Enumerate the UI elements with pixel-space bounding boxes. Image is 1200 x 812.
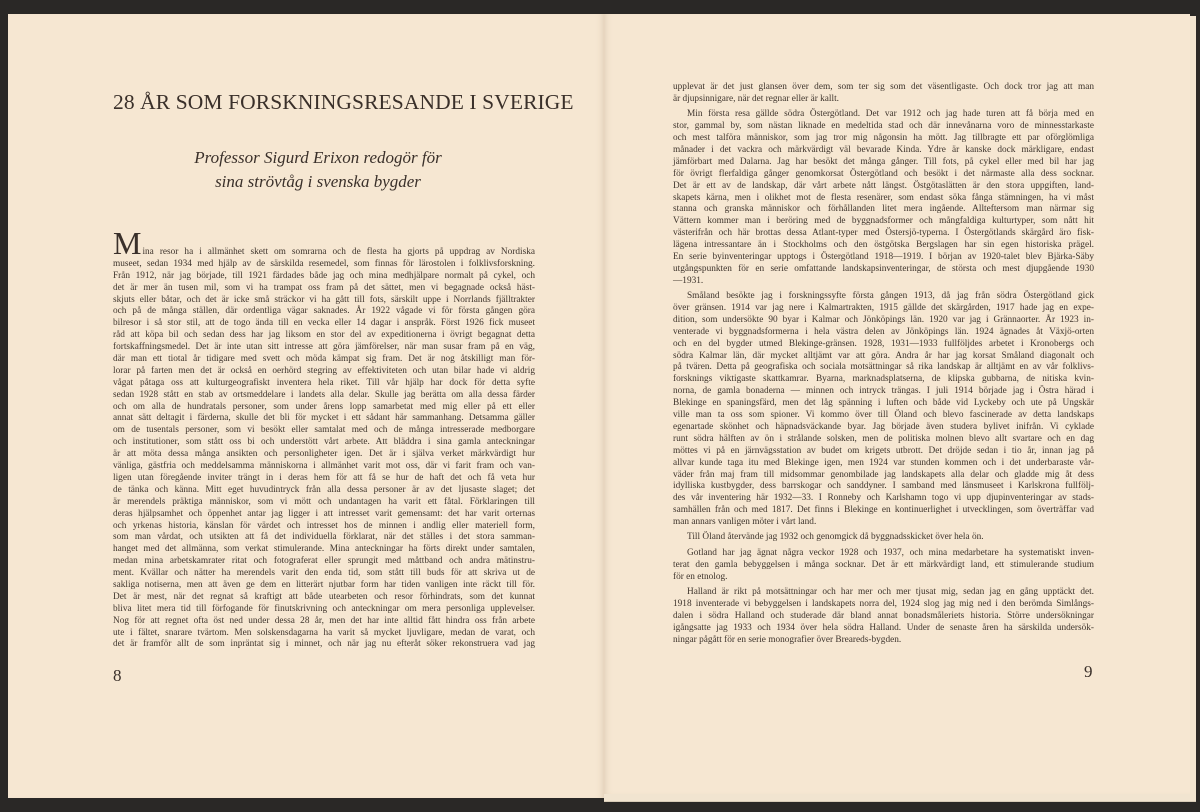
text-line-content: sedan 1928 stått en stab av ortsmeddelare i landets alla delar. Skulle jag berätta om alla dessa färder — [113, 389, 535, 400]
text-line-content: är att möta dessa många ansikten och personligheter igen. Det är i själva verket märkvärdigt hur — [113, 449, 535, 460]
text-line-content: ligen utan föregående inviter trängt in i deras hem för att få se hur de haft det och få veta hur — [113, 472, 535, 483]
text-line-content: deras hjälpsamhet och öppenhet antar jag ligger i att intresset varit gemensamt: det har varit orternas — [113, 508, 535, 519]
text-line — [113, 639, 535, 651]
text-line-content: museet, sedan 1934 med hjälp av de särskilda resemedel, som finnas för lärostolen i folklivsforskning. — [113, 258, 535, 269]
page-number-right: 9 — [1084, 662, 1093, 681]
text-line — [673, 109, 1094, 121]
text-line-content: idylliska kustbygder, dess barrskogar och sanddyner. I samband med länsmuseet i Karlskrona fullfölj- — [673, 481, 1094, 492]
text-line-content: ningar pågått för en serie monografier över Breareds-bygden. — [673, 634, 902, 645]
text-line-content: Nog för att regnet ofta öst ned under dessa 28 år, men det har inte alltid fått hindra oss från arbete — [113, 615, 535, 626]
text-line — [673, 252, 1094, 264]
text-line-content: Småland besökte jag i forskningssyfte första gången 1913, då jag från södra Östergötland gick — [687, 291, 1094, 302]
text-line-content: venterade vi byggnadsformerna i hela västra delen av Jönköpings län. 1924 ägnades åt Växjö-orten — [673, 326, 1094, 337]
text-line — [673, 481, 1094, 493]
text-line — [113, 497, 535, 509]
paragraph — [673, 82, 1094, 106]
text-line — [673, 133, 1094, 145]
text-line — [113, 283, 535, 295]
text-line — [113, 473, 535, 485]
text-line-content: En serie byinventeringar upptogs i Östergötland 1918—1919. I början av 1920-talet blev Bjärka-Säby — [673, 251, 1094, 262]
text-line — [113, 580, 535, 592]
text-line — [113, 378, 535, 390]
paragraph — [673, 532, 1094, 544]
text-line — [113, 532, 535, 544]
text-line — [673, 572, 1094, 584]
text-line — [113, 616, 535, 628]
text-line — [673, 169, 1094, 181]
text-line-content: stanna och granska människor och förhållanden litet mera ingående. Allteftersom man närmar sig — [673, 204, 1094, 215]
text-line — [673, 560, 1094, 572]
article-subtitle-line-1: Professor Sigurd Erixon redogör för — [194, 148, 442, 167]
text-line-content: ville man ta oss som spioner. Vi kommo över till Öland och blevo fascinerade av detta landskaps — [673, 410, 1094, 421]
text-line — [113, 592, 535, 604]
text-line — [673, 422, 1094, 434]
text-line-content: Gotland har jag ägnat några veckor 1928 och 1937, och mina medarbetare ha systematiskt inven- — [687, 547, 1094, 558]
text-line-content: upplevat är det just glansen över dem, som ter sig som det väsentligaste. Och dock tror jag att man — [673, 82, 1094, 92]
text-line-content: är merendels präktiga människor, som vi mött och undantagen ha varit ett fåtal. Förklaringen till — [113, 496, 535, 507]
text-line — [113, 556, 535, 568]
text-line — [673, 276, 1094, 288]
text-line-content: det är mer än tusen mil, som vi ha trampat oss fram på det sättet, men vi begagnade också häst- — [113, 282, 535, 293]
text-line — [113, 342, 535, 354]
text-line — [673, 216, 1094, 228]
text-line-content: Min första resa gällde södra Östergötland. Det var 1912 och jag hade turen att få börja med en — [687, 109, 1094, 120]
text-line — [673, 204, 1094, 216]
text-line — [113, 628, 535, 640]
text-line-content: Det är ett av de landskap, där vårt arbete nått längst. Östgötaslätten är den stora uppgiften, land- — [673, 180, 1094, 191]
text-line-content: Till Öland återvände jag 1932 och genomgick då byggnadsskicket över hela ön. — [687, 532, 984, 543]
drop-cap: M — [113, 225, 142, 261]
text-line-content: råd att köpa bil och sedan dess har jag liksom en stor del av expeditionerna i övrigt begagnat detta — [113, 330, 535, 341]
text-line — [113, 390, 535, 402]
text-line — [673, 193, 1094, 205]
text-line-content: ment. Kvällar och nätter ha merendels varit den enda tid, som stått till buds för att skriva ut de — [113, 568, 535, 579]
text-line-content: jämförbart med Dalarna. Jag har besökt det många gånger. Till fots, på cykel eller med bil har jag — [673, 156, 1094, 167]
text-line-content: allvar kunde taga itu med Blekinge igen, men 1924 var stunden kommen och i det underbaraste vår- — [673, 457, 1094, 468]
text-line — [673, 121, 1094, 133]
text-line-content: för en etnolog. — [673, 571, 728, 582]
text-line — [673, 157, 1094, 169]
text-line-content: ute i fältet, snarare tvärtom. Men solskensdagarna ha varit så mycket ljuvligare, medan de varat, och — [113, 627, 535, 638]
page-number-left: 8 — [113, 666, 122, 685]
text-line — [673, 339, 1094, 351]
text-line-content: hanget med det allmänna, som verkat stimulerande. Mina anteckningar ha förts direkt under samtalen, — [113, 544, 535, 555]
text-line-content: fortskaffningsmedel. Det är inte utan sitt intresse att göra jämförelser, när man susar fram på en väg, — [113, 342, 535, 353]
text-line — [673, 623, 1094, 635]
text-line — [673, 599, 1094, 611]
text-line — [673, 505, 1094, 517]
text-line-content: bliva litet mera tid till förfogande för finutskrivning och anteckningar om mera personliga upplevelser. — [113, 603, 535, 614]
paragraph — [673, 291, 1094, 529]
text-line — [673, 291, 1094, 303]
text-line — [113, 402, 535, 414]
text-line-content: ina resor ha i allmänhet skett om somrarna och de flesta ha gjorts på uppdrag av Nordiska — [142, 247, 535, 257]
text-line — [113, 295, 535, 307]
text-line-content: norna, de gamla bonaderna — minnen och intryck trängas. I juli 1914 började jag i Östra härad i — [673, 386, 1094, 397]
text-line — [673, 82, 1094, 94]
text-line-content: —1931. — [673, 275, 704, 286]
text-line-content: månader i det vackra och märkvärdigt väl bevarade Kinda. Ydre är kanske dock märkligare, endast — [673, 144, 1094, 155]
text-line-content: vänliga, gästfria och meddelsamma människorna i allmänhet varit mot oss, där vi farit fram och van- — [113, 461, 535, 472]
text-line-content: och på de många ställen, där ordentliga vägar saknades. År 1922 vågade vi för första gången göra — [113, 306, 535, 317]
text-line-content: vågat påtaga oss att kulturgeografiskt inventera hela riket. Till vår hjälp har dock för detta syfte — [113, 377, 535, 388]
text-line — [113, 521, 535, 533]
text-line-content: runt södra hälften av ön i strålande solsken, men de politiska molnen blevo allt svartare och en dag — [673, 433, 1094, 444]
text-line — [673, 351, 1094, 363]
right-body-text — [673, 82, 1094, 650]
text-line — [113, 485, 535, 497]
text-line-content: medan mina arbetskamrater ritat och fotograferat eller sprungit med måttband och andra mätinstru- — [113, 556, 535, 567]
text-line — [673, 611, 1094, 623]
left-body-text — [113, 225, 535, 651]
text-line-content: terat den gamla bebyggelsen i många socknar. Det är ett märkvärdigt land, ett stimulerande studium — [673, 559, 1094, 570]
text-line-content: och yrkenas historia, känslan för värdet och intresset hos de minnen i andlig eller materiell form, — [113, 520, 535, 531]
text-line — [673, 398, 1094, 410]
text-line — [673, 264, 1094, 276]
text-line-content: möttes vi på en järnvägsstation av budet om krigets utbrott. Det dröjde sedan i tio år, innan jag på — [673, 445, 1094, 456]
text-line-content: igångsatte jag 1933 och 1934 över hela södra Halland. Under de senaste åren ha särskilda undersök- — [673, 622, 1094, 633]
text-line-content: utgångspunkten för en serie omfattande landskapsinventeringar, de största och mest djupgående 1930 — [673, 263, 1094, 274]
text-line-content: där man ett tiotal år tidigare med svett och möda kämpat sig fram. Det är nog åtskilligt man för- — [113, 354, 535, 365]
text-line-content: des vår inventering här 1932—33. I Ronneby och Karlshamn togo vi upp djupinventeringar av stads- — [673, 493, 1094, 504]
text-line-content: Det är mest, när det regnat så kraftigt att både utearbeten och resor förhindrats, som det kunnat — [113, 591, 535, 602]
text-line — [113, 318, 535, 330]
text-line — [113, 568, 535, 580]
paragraph — [673, 548, 1094, 584]
paragraph — [113, 225, 535, 651]
text-line — [113, 225, 535, 261]
text-line-content: bilresor i så stor stil, att de togo ända till en vecka eller 14 dagar i anspråk. Först 1926 fick museet — [113, 318, 535, 329]
text-line-content: lorar på farten men det är också en oerhörd stegring av effektiviteten och utan bilar hade vi aldrig — [113, 365, 535, 376]
text-line — [113, 271, 535, 283]
text-line-content: det är framför allt de som inpräntat sig i minnet, och när jag nu efteråt söker rekonstruera vad jag — [113, 639, 535, 650]
text-line-content: Halland är rikt på motsättningar och har mer och mer tjusat mig, sedan jag en gång upptäckt det. — [687, 587, 1094, 598]
text-line-content: 1918 inventerade vi bebyggelsen i landskapets norra del, 1924 slog jag mig ned i den berömda Simlångs- — [673, 598, 1094, 609]
text-line-content: skjuts eller båtar, och det är icke små sträckor vi ha gått till fots, särskilt uppe i Norrlands fjälltrakter — [113, 294, 535, 305]
text-line — [673, 240, 1094, 252]
text-line — [113, 306, 535, 318]
text-line — [673, 587, 1094, 599]
text-line-content: på tvären. Detta på geografiska och sociala motsättningar så rika landskap är alltjämt en av vår folklivs- — [673, 362, 1094, 373]
text-line — [673, 410, 1094, 422]
text-line — [673, 303, 1094, 315]
text-line-content: väder från maj fram till midsommar genombilade jag landskapets alla delar och gladde mig åt dess — [673, 469, 1094, 480]
text-line — [673, 94, 1094, 106]
text-line — [673, 228, 1094, 240]
text-line-content: Blekinge en spaningsfärd, men det låg spänning i luften och både vid Lyckeby och ute på Ungskär — [673, 398, 1094, 409]
text-line — [673, 434, 1094, 446]
text-line-content: Vättern kommer man i beröring med de byggnadsformer och mångfaldiga kulturtyper, som nått hit — [673, 216, 1094, 227]
text-line — [673, 635, 1094, 647]
text-line — [113, 366, 535, 378]
text-line-content: stor, gammal by, som nästan liknade en medeltida stad och där innevånarna voro de minnesstarkaste — [673, 121, 1094, 132]
text-line-content: sakliga notiserna, men att även ge dem en litterärt njutbar form har tiden vanligen inte räckt till för. — [113, 579, 535, 590]
right-page — [604, 14, 1190, 794]
text-line-content: västerifrån och här brottas dessa Atlant-typer med Östersjö-typerna. I Östergötlands skärgård äro fisk- — [673, 228, 1094, 239]
text-line — [113, 413, 535, 425]
text-line — [113, 461, 535, 473]
text-line — [113, 425, 535, 437]
text-line — [673, 181, 1094, 193]
text-line-content: som man vårdat, och utsikten att få det individuella förklarat, när det ställes i det stora samman- — [113, 532, 535, 543]
text-line-content: för övrigt flerfaldiga gånger genomkorsat Östergötland och besökt i det närmaste alla dess socknar. — [673, 168, 1094, 179]
text-line-content: över gränsen. 1914 var jag nere i Kalmartrakten, 1915 gällde det skärgården, 1917 hade jag en expe- — [673, 303, 1094, 314]
text-line-content: lägena intressantare än i Stockholms och den östgötska Bergslagen har sin egen historiska prägel. — [673, 240, 1094, 251]
text-line-content: dition, som undersökte 90 byar i Kalmar och Jönköpings län. 1920 var jag i Grännaorter. År 1923 in- — [673, 314, 1094, 325]
text-line-content: och en del bygder utmed Blekinge-gränsen. 1928, 1931—1933 fullföljdes arbetet i Kronobergs och — [673, 338, 1094, 349]
text-line-content: Från 1912, när jag började, till 1921 färdades både jag och mina medhjälpare normalt på cykel, och — [113, 270, 535, 281]
paragraph — [673, 109, 1094, 287]
text-line — [113, 509, 535, 521]
text-line — [673, 446, 1094, 458]
text-line — [113, 259, 535, 271]
text-line-content: samhällen från och med 1817. Det finns i Blekinge en kontinuerlighet i utvecklingen, som överträffar vad — [673, 505, 1094, 516]
text-line-content: forsknings viktigaste skattkamrar. Byarna, marknadsplatserna, de klipska gubbarna, de nitiska kvin- — [673, 374, 1094, 385]
text-line — [673, 145, 1094, 157]
text-line — [113, 354, 535, 366]
text-line-content: man annars vanligen möter i vårt land. — [673, 517, 817, 528]
text-line-content: egenartade skönhet och häpnadsväckande byar. Jag började även studera bylivet inifrån. Vi cyklade — [673, 421, 1094, 432]
text-line-content: dalen i södra Halland och studerade där bland annat bonadsmåleriets historia. Större undersökningar — [673, 610, 1094, 621]
text-line — [673, 493, 1094, 505]
text-line — [113, 330, 535, 342]
text-line — [673, 386, 1094, 398]
text-line — [673, 470, 1094, 482]
left-page — [8, 14, 604, 798]
text-line-content: är djupsinnigare, när det regnar eller är kallt. — [673, 93, 839, 104]
article-subtitle-line-2: sina strövtåg i svenska bygder — [215, 172, 421, 191]
text-line — [673, 374, 1094, 386]
text-line — [673, 517, 1094, 529]
text-line — [673, 458, 1094, 470]
text-line — [673, 315, 1094, 327]
text-line — [113, 449, 535, 461]
text-line-content: och mest talföra människor, som jag tror mig någonsin ha mött. Jag tillbragte ett par oförglömliga — [673, 133, 1094, 144]
text-line-content: om de tusentals personer, som vi besökt eller samtalat med och de många intresserade medborgare — [113, 425, 535, 436]
text-line-content: de tänka och känna. Mitt eget huvudintryck från alla dessa personer är av det ljusaste slaget; det — [113, 484, 535, 495]
text-line-content: annat sätt deltagit i färderna, skulle det bli för mycket i ett sådant här sammanhang. Detsamma gäller — [113, 413, 535, 424]
text-line-content: skapets kärna, men i olikhet mot de flesta resenärer, som endast söka fånga stämningen, ha vi måst — [673, 192, 1094, 203]
text-line-content: och om alla de hundratals personer, som under årens lopp samarbetat med mig eller på ett eller — [113, 401, 535, 412]
text-line — [673, 327, 1094, 339]
paragraph — [673, 587, 1094, 646]
text-line-content: södra Kalmar län, där mycket alltjämt var att göra. Andra år har jag korsat Småland diagonalt och — [673, 350, 1094, 361]
text-line — [673, 532, 1094, 544]
text-line-content: och institutioner, som stått oss bi och understött vårt arbete. Att bläddra i sina gamla anteckningar — [113, 437, 535, 448]
text-line — [113, 604, 535, 616]
article-title: 28 ÅR SOM FORSKNINGSRESANDE I SVERIGE — [113, 90, 574, 114]
text-line — [113, 437, 535, 449]
text-line — [673, 362, 1094, 374]
text-line — [673, 548, 1094, 560]
text-line — [113, 544, 535, 556]
